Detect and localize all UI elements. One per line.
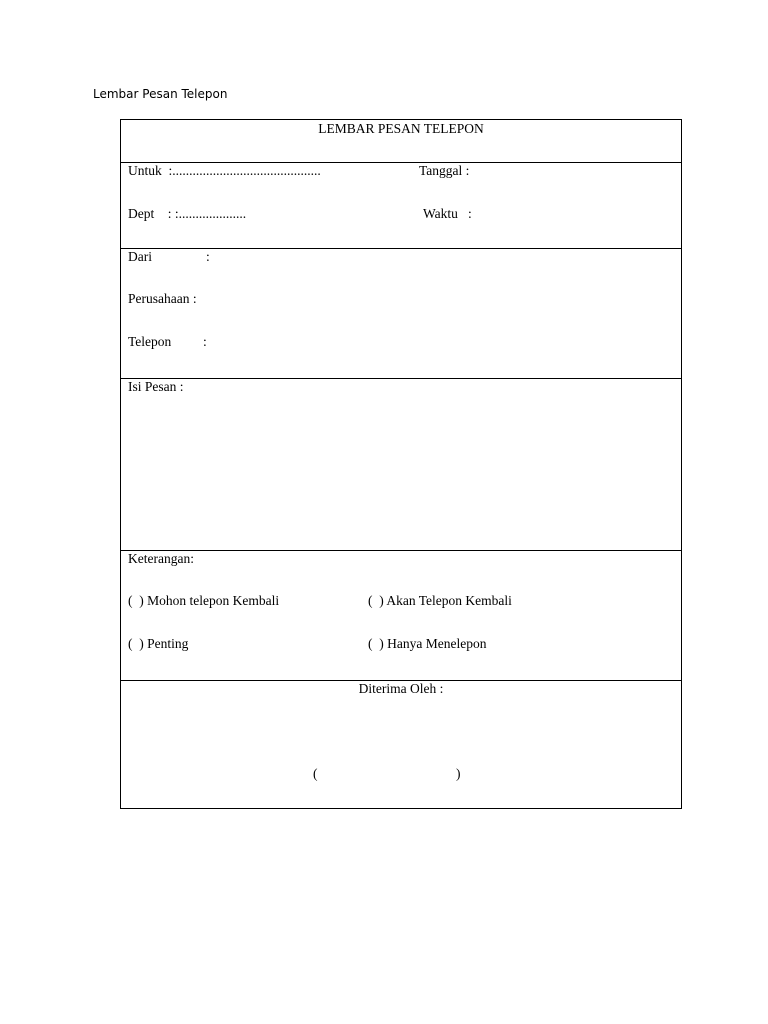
isi-pesan-label: Isi Pesan :	[128, 379, 184, 394]
signature-close-paren: )	[456, 766, 461, 781]
option-mohon-telepon-kembali[interactable]: ( ) Mohon telepon Kembali	[128, 593, 280, 608]
telepon-label: Telepon	[128, 334, 172, 349]
phone-message-form	[120, 119, 682, 809]
recipient-section	[121, 163, 681, 249]
option-akan-telepon-kembali[interactable]: ( ) Akan Telepon Kembali	[368, 593, 512, 608]
telepon-colon: :	[203, 334, 207, 349]
document-title: Lembar Pesan Telepon	[93, 87, 228, 101]
form-header: LEMBAR PESAN TELEPON	[318, 121, 484, 136]
received-by-section	[121, 681, 681, 808]
waktu-field[interactable]: Waktu :	[423, 206, 472, 221]
tanggal-field[interactable]: Tanggal :	[419, 163, 470, 178]
dari-label: Dari	[128, 249, 152, 264]
diterima-oleh-label: Diterima Oleh :	[358, 681, 444, 696]
notes-section	[121, 551, 681, 681]
dept-field[interactable]: Dept : :....................	[128, 206, 247, 221]
untuk-field[interactable]: Untuk :............................................	[128, 163, 321, 178]
keterangan-label: Keterangan:	[128, 551, 194, 566]
dari-colon: :	[206, 249, 210, 264]
caller-section	[121, 249, 681, 379]
perusahaan-field[interactable]: Perusahaan :	[128, 291, 197, 306]
message-section	[121, 379, 681, 551]
option-hanya-menelepon[interactable]: ( ) Hanya Menelepon	[368, 636, 487, 651]
signature-open-paren: (	[313, 766, 318, 781]
form-header-section	[121, 120, 681, 163]
option-penting[interactable]: ( ) Penting	[128, 636, 189, 651]
